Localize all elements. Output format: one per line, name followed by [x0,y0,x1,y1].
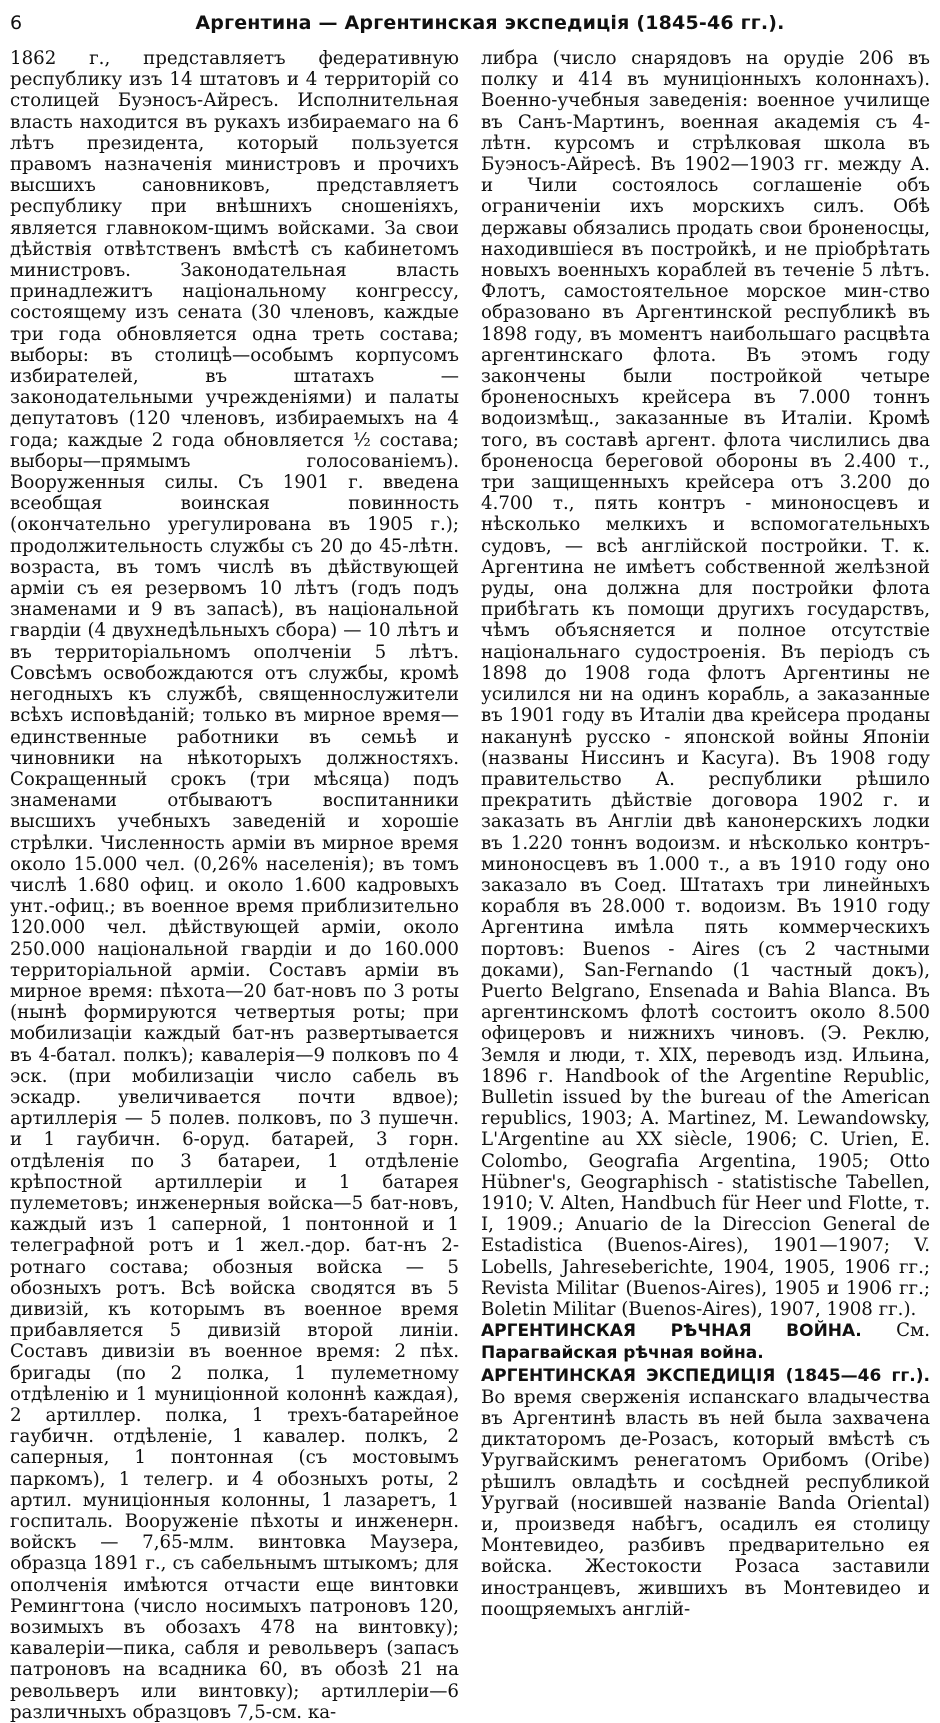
right-column [481,48,930,1723]
page-number: 6 [10,12,23,34]
left-column-text: 1862 г., представляетъ федеративную республику изъ 14 штатовъ и 4 территорій со столицей Буэносъ-Айресъ. Исполнительная власть находится въ рукахъ избираемаго на 6 лѣтъ президента, который пользуется правомъ назначенія министровъ и прочихъ высшихъ сановниковъ, представляетъ республику при внѣшнихъ сношеніяхъ, является главноком-щимъ войсками. За свои дѣйствія отвѣтственъ вмѣстѣ съ кабинетомъ министровъ. Законодательная власть принадлежитъ національному конгрессу, состоящему изъ сената (30 членовъ, каждые три года обновляется одна треть состава; выборы: въ столицѣ—особымъ корпусомъ избирателей, въ штатахъ — законодательными учрежденіями) и палаты депутатовъ (120 членовъ, избираемыхъ на 4 года; каждые 2 года обновляется ½ состава; выборы—прямымъ голосованіемъ). Вооруженныя силы. Съ 1901 г. введена всеобщая воинская повинность (окончательно урегулирована въ 1905 г.); продолжительность службы съ 20 до 45-лѣтн. возраста, въ томъ числѣ въ дѣйствующей арміи съ ея резервомъ 10 лѣтъ (годъ подъ знаменами и 9 въ запасѣ), въ національной гвардіи (4 двухнедѣльныхъ сбора) — 10 лѣтъ и въ территоріальномъ ополченіи 5 лѣтъ. Совсѣмъ освобождаются отъ службы, кромѣ негодныхъ къ службѣ, священнослужители всѣхъ исповѣданій; только въ мирное время—единственные работники въ семьѣ и чиновники на нѣкоторыхъ должностяхъ. Сокращенный срокъ (три мѣсяца) подъ знаменами отбываютъ воспитанники высшихъ учебныхъ заведеній и хорошіе стрѣлки. Численность арміи въ мирное время около 15.000 чел. (0,26% населенія); въ томъ числѣ 1.680 офиц. и около 1.600 кадровыхъ унт.-офиц.; въ военное время приблизительно 120.000 чел. дѣйствующей арміи, около 250.000 національной гвардіи и до 160.000 территоріальной арміи. Составъ арміи въ мирное время: пѣхота—20 бат-новъ по 3 роты (нынѣ формируются четвертыя роты; при мобилизаціи каждый бат-нъ развертывается въ 4-батал. полкъ); кавалерія—9 полковъ по 4 эск. (при мобилизаціи число сабель въ эскадр. увеличивается почти вдвое); артиллерія — 5 полев. полковъ, по 3 пушечн. и 1 гаубичн. 6-оруд. батарей, 3 горн. отдѣленія по 3 батареи, 1 отдѣленіе крѣпостной артиллеріи и 1 батарея пулеметовъ; инженерныя войска—5 бат-новъ, каждый изъ 1 саперной, 1 понтонной и 1 телеграфной ротъ и 1 жел.-дор. бат-нъ 2-ротнаго состава; обозныя войска — 5 обозныхъ ротъ. Всѣ войска сводятся въ 5 дивизій, къ которымъ въ военное время прибавляется 5 дивизій второй линіи. Составъ дивизіи въ военное время: 2 пѣх. бригады (по 2 полка, 1 пулеметному отдѣленію и 1 муниціонной колоннѣ каждая), 2 артиллер. полка, 1 трехъ-батарейное гаубичн. отдѣленіе, 1 кавалер. полкъ, 2 саперныя, 1 понтонная (съ мостовымъ паркомъ), 1 телегр. и 4 обозныхъ роты, 2 артил. муниціонныя колонны, 1 лазаретъ, 1 госпиталь. Вооруженіе пѣхоты и инженерн. войскъ — 7,65-млм. винтовка Маузера, образца 1891 г., съ сабельнымъ штыкомъ; для ополченія имѣются отчасти еще винтовки Ремингтона (число носимыхъ патроновъ 120, возимыхъ въ обозахъ 478 на винтовку); кавалеріи—пика, сабля и револьверъ (запасъ патроновъ на всадника 60, въ обозѣ 21 на револьверъ или винтовку); артиллеріи—6 различныхъ образцовъ 7,5-см. ка- [10,48,459,1723]
left-column [10,48,459,1723]
running-title: Аргентина — Аргентинская экспедиція (1845-46 гг.). [195,12,785,34]
entry-expedition [481,1365,930,1620]
entry-expedition-text: Во время сверженія испанскаго владычества въ Аргентинѣ власть въ ней была захвачена диктаторомъ де-Розасъ, который вмѣстѣ съ Уругвайскимъ ренегатомъ Орибомъ (Oribe) рѣшилъ овладѣть и сосѣдней республикой Уругвай (носившей названіе Banda Oriental) и, произведя набѣгъ, осадилъ ея столицу Монтевидео, разбивъ предварительно ея войска. Жестокости Розаса заставили иностранцевъ, жившихъ въ Монтевидео и поощряемыхъ англій- [481,1386,930,1620]
page-header [10,12,930,42]
text-columns [10,48,930,1723]
entry-river-war-heading: АРГЕНТИНСКАЯ РѢЧНАЯ ВОЙНА. [481,1321,862,1342]
entry-river-war-see: См. [861,1320,930,1342]
entry-river-war [481,1320,930,1364]
entry-expedition-heading: АРГЕНТИНСКАЯ ЭКСПЕДИЦІЯ (1845—46 гг.). [481,1365,930,1386]
right-column-text: либра (число снарядовъ на орудіе 206 въ полку и 414 въ муниціонныхъ колоннахъ). Военно-учебныя заведенія: военное училище въ Санъ-Мартинъ, военная академія съ 4-лѣтн. курсомъ и стрѣлковая школа въ Буэносъ-Айресѣ. Въ 1902—1903 гг. между А. и Чили состоялось соглашеніе объ ограниченіи ихъ морскихъ силъ. Обѣ державы обязались продать свои броненосцы, находившіеся въ постройкѣ, и не пріобрѣтать новыхъ военныхъ кораблей въ теченіе 5 лѣтъ. Флотъ, самостоятельное морское мин-ство образовано въ Аргентинской республикѣ въ 1898 году, въ моментъ наибольшаго расцвѣта аргентинскаго флота. Въ этомъ году закончены были постройкой четыре броненосныхъ крейсера въ 7.000 тоннъ водоизмѣщ., заказанные въ Италіи. Кромѣ того, въ составѣ аргент. флота числились два броненосца береговой обороны въ 2.400 т., три защищенныхъ крейсера отъ 3.200 до 4.700 т., пять контръ - миноносцевъ и нѣсколько мелкихъ и вспомогательныхъ судовъ, — всѣ англійской постройки. Т. к. Аргентина не имѣетъ собственной желѣзной руды, она должна для постройки флота прибѣгать къ помощи другихъ государствъ, чѣмъ объясняется и полное отсутствіе національнаго судостроенія. Въ періодъ съ 1898 до 1908 года флотъ Аргентины не усилился ни на одинъ корабль, а заказанные въ 1901 году въ Италіи два крейсера проданы наканунѣ русско - японской войны Японіи (названы Ниссинъ и Касуга). Въ 1908 году правительство А. республики рѣшило прекратить дѣйствіе договора 1902 г. и заказать въ Англіи двѣ канонерскихъ лодки въ 1.220 тоннъ водоизм. и нѣсколько контръ-миноносцевъ въ 1.000 т., а въ 1910 году оно заказало въ Соед. Штатахъ три линейныхъ корабля въ 28.000 т. водоизм. Въ 1910 году Аргентина имѣла пять коммерческихъ портовъ: Buenos - Aires (съ 2 частными доками), San-Fernando (1 частный докъ), Puerto Belgrano, Ensenada и Bahia Blanca. Въ аргентинскомъ флотѣ состоитъ около 8.500 офицеровъ и нижнихъ чиновъ. (Э. Реклю, Земля и люди, т. XIX, переводъ изд. Ильина, 1896 г. Handbook of the Argentine Republic, Bulletin issued by the bureau of the American republics, 1903; A. Martinez, M. Lewandowsky, L'Argentine au XX siècle, 1906; C. Urien, E. Colombo, Geografia Argentina, 1905; Otto Hübner's, Geographisch - statistische Tabellen, 1910; V. Alten, Handbuch für Heer und Flotte, т. I, 1909.; Anuario de la Direccion General de Estadistica (Buenos-Aires), 1901—1907; V. Lobells, Jahreseberichte, 1904, 1905, 1906 гг.; Revista Militar (Buenos-Aires), 1905 и 1906 гг.; Boletin Militar (Buenos-Aires), 1907, 1908 гг.). [481,48,930,1320]
entry-river-war-reference: Парагвайская рѣчная война. [481,1343,764,1364]
